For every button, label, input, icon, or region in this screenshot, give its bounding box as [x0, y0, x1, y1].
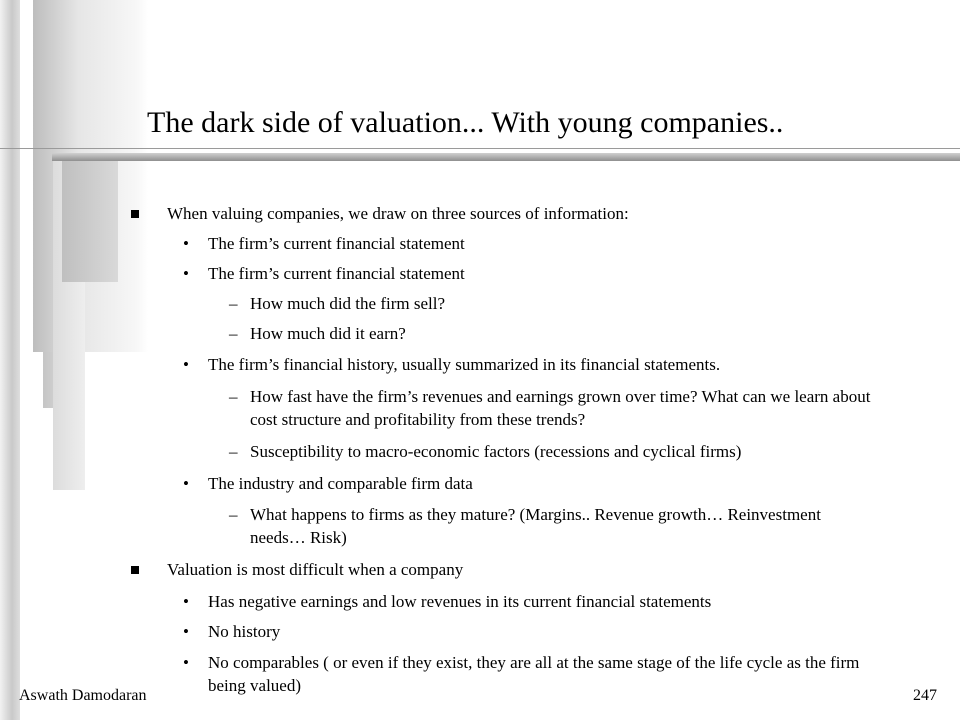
dot-bullet-icon: •	[183, 264, 189, 283]
bullet-text: The industry and comparable firm data	[208, 474, 473, 493]
dash-bullet-icon: –	[229, 324, 238, 343]
dot-bullet-icon: •	[183, 653, 189, 672]
bullet-text: The firm’s financial history, usually summarized in its financial statements.	[208, 355, 721, 374]
page-number: 247	[913, 687, 937, 704]
dash-bullet-icon: –	[229, 294, 238, 313]
bullet-text: What happens to firms as they mature? (Margins.. Revenue growth… Reinvestment needs… Risk)	[250, 505, 821, 547]
square-bullet-icon	[131, 566, 139, 574]
title-divider	[0, 148, 960, 149]
square-bullet-icon	[131, 210, 139, 218]
bullet-text: How much did the firm sell?	[250, 294, 445, 313]
dot-bullet-icon: •	[183, 355, 189, 374]
bullet-text: The firm’s current financial statement	[208, 234, 465, 253]
footer-author: Aswath Damodaran	[19, 687, 147, 704]
decor-bar	[62, 160, 118, 282]
bullet-text: Valuation is most difficult when a company	[167, 560, 464, 579]
bullet-text: No history	[208, 622, 281, 641]
bullet-text: Has negative earnings and low revenues in its current financial statements	[208, 592, 712, 611]
bullet-text: How much did it earn?	[250, 324, 406, 343]
dash-bullet-icon: –	[229, 505, 238, 524]
dot-bullet-icon: •	[183, 592, 189, 611]
title-divider	[52, 153, 960, 161]
bullet-text: Susceptibility to macro-economic factors (recessions and cyclical firms)	[250, 442, 742, 461]
slide-title: The dark side of valuation... With young companies..	[147, 106, 784, 139]
bullet-text: The firm’s current financial statement	[208, 264, 465, 283]
dot-bullet-icon: •	[183, 234, 189, 253]
bullet-text: How fast have the firm’s revenues and earnings grown over time? What can we learn about cost structure and profitability from these trends?	[250, 387, 871, 429]
dash-bullet-icon: –	[229, 442, 238, 461]
dash-bullet-icon: –	[229, 387, 238, 406]
decor-bar	[0, 0, 20, 720]
dot-bullet-icon: •	[183, 474, 189, 493]
dot-bullet-icon: •	[183, 622, 189, 641]
bullet-text: When valuing companies, we draw on three sources of information:	[167, 204, 629, 223]
bullet-text: No comparables ( or even if they exist, they are all at the same stage of the life cycle as the firm being valued)	[208, 653, 860, 695]
